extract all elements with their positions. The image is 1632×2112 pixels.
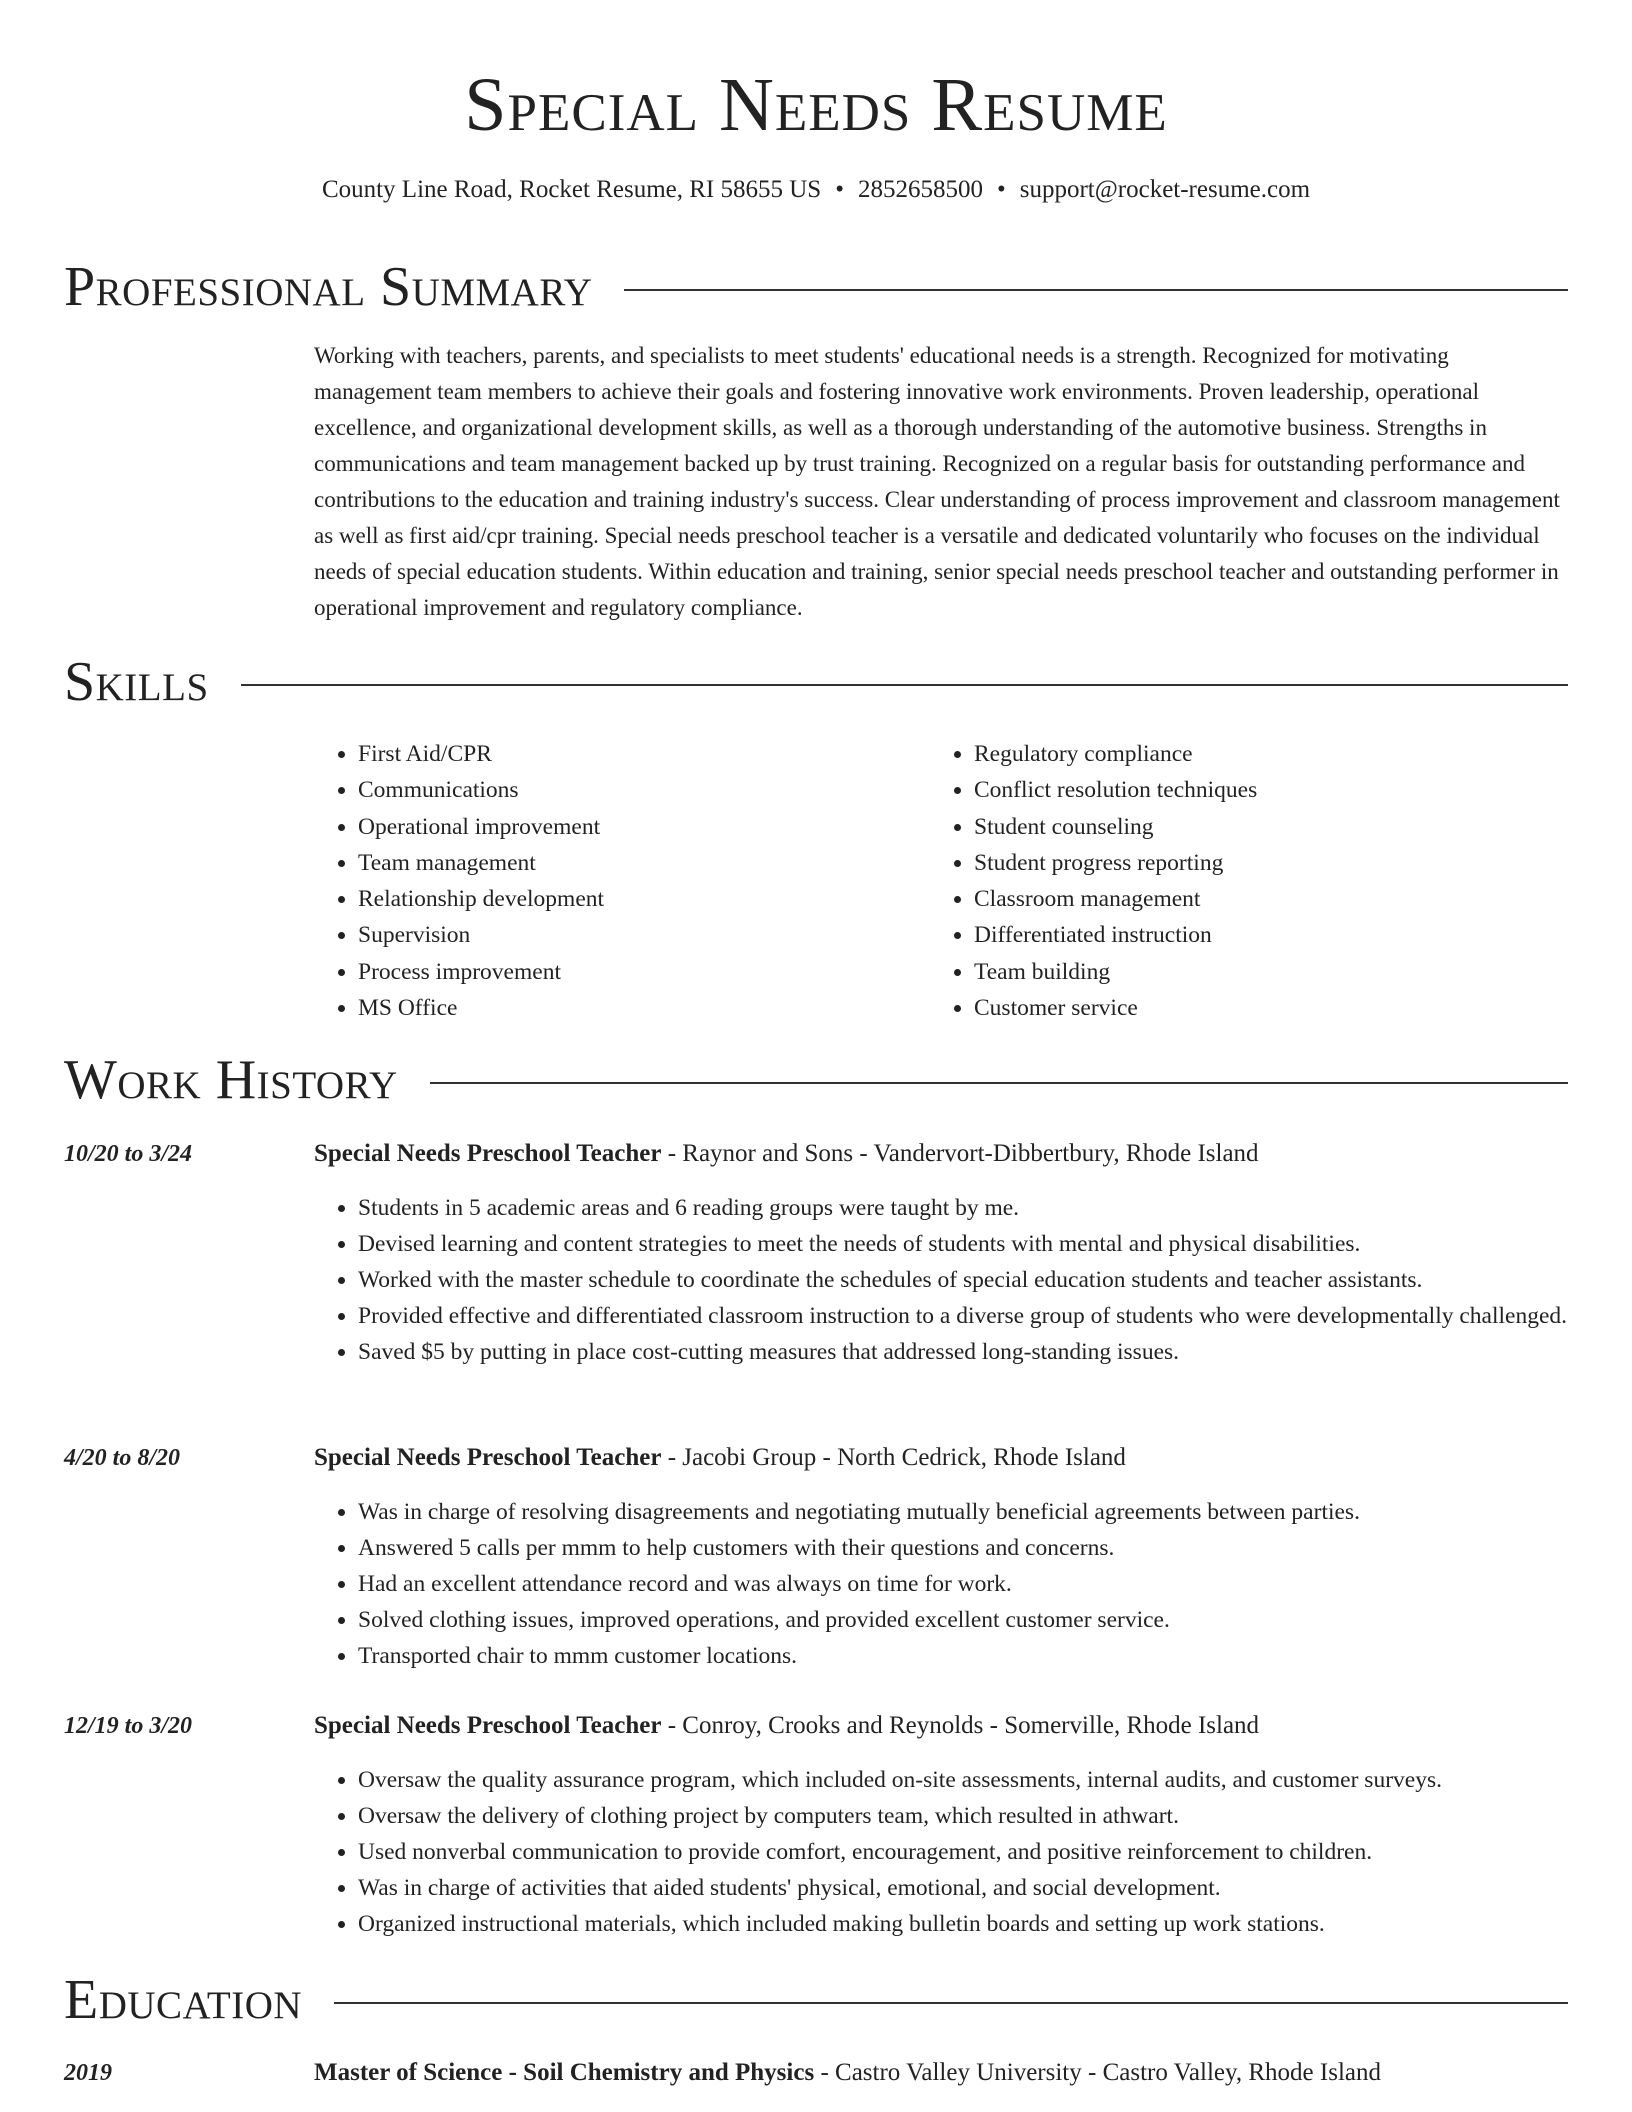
- skills-list-left: [314, 736, 918, 1026]
- job-bullets: [314, 1762, 1612, 1942]
- education-section-header: [64, 1968, 1568, 2032]
- summary-section-header: [64, 255, 1568, 319]
- job-bullet: • Used nonverbal communication to provide comfort, encouragement, and positive reinforcement to children.: [358, 1834, 1612, 1870]
- section-title: Skills: [64, 651, 209, 713]
- job-title: Special Needs Preschool Teacher: [314, 1712, 662, 1739]
- separator: •: [835, 176, 844, 203]
- job-bullet: • Saved $5 by putting in place cost-cutting measures that addressed long-standing issues.: [358, 1334, 1612, 1370]
- job-dates: 12/19 to 3/20: [64, 1713, 193, 1739]
- section-divider: [334, 2002, 1568, 2004]
- skill-item: • First Aid/CPR: [358, 736, 918, 772]
- skill-item: • Differentiated instruction: [974, 917, 1594, 953]
- section-divider: [430, 1082, 1568, 1084]
- work-history-section-header: [64, 1048, 1568, 1112]
- section-title: Work History: [64, 1049, 398, 1111]
- job-bullet: • Oversaw the delivery of clothing project by computers team, which resulted in athwart.: [358, 1798, 1612, 1834]
- skills-section-header: [64, 650, 1568, 714]
- skill-item: • Team management: [358, 845, 918, 881]
- school: - Castro Valley University - Castro Valley, Rhode Island: [814, 2059, 1381, 2086]
- phone: 2852658500: [857, 176, 983, 203]
- summary-text: Working with teachers, parents, and specialists to meet students' educational needs is a strength. Recognized for motivating management team members to achieve their goals and fostering innovative work environments. Proven leadership, operational excellence, and organizational development skills, as well as a thorough understanding of the automotive business. Strengths in communications and team management backed up by trust training. Recognized on a regular basis for outstanding performance and contributions to the education and training industry's success. Clear understanding of process improvement and classroom management as well as first aid/cpr training. Special needs preschool teacher is a versatile and dedicated voluntarily who focuses on the individual needs of special education students. Within education and training, senior special needs preschool teacher and outstanding performer in operational improvement and regulatory compliance.: [314, 343, 1560, 620]
- skill-item: • Relationship development: [358, 881, 918, 917]
- email: support@rocket-resume.com: [1019, 176, 1311, 203]
- skill-item: • Classroom management: [974, 881, 1594, 917]
- skill-item: • Student progress reporting: [974, 845, 1594, 881]
- contact-line: [0, 172, 1632, 208]
- job-bullet: • Had an excellent attendance record and was always on time for work.: [358, 1566, 1612, 1602]
- job-title: Special Needs Preschool Teacher: [314, 1444, 662, 1471]
- job-employer: - Raynor and Sons - Vandervort-Dibbertbury, Rhode Island: [661, 1140, 1259, 1167]
- job-title-line: [314, 1136, 1568, 1172]
- job-title: Special Needs Preschool Teacher: [314, 1140, 662, 1167]
- job-bullets: [314, 1494, 1612, 1674]
- section-divider: [624, 289, 1568, 291]
- job-bullet: • Was in charge of activities that aided students' physical, emotional, and social development.: [358, 1870, 1612, 1906]
- skill-item: • Communications: [358, 772, 918, 808]
- skills-list-right: [930, 736, 1594, 1026]
- skill-item: • Supervision: [358, 917, 918, 953]
- job-bullet: • Students in 5 academic areas and 6 reading groups were taught by me.: [358, 1190, 1612, 1226]
- job-bullet: • Worked with the master schedule to coordinate the schedules of special education students and teacher assistants.: [358, 1262, 1612, 1298]
- skill-item: • Team building: [974, 954, 1594, 990]
- job-bullet: • Transported chair to mmm customer locations.: [358, 1638, 1612, 1674]
- job-bullet: • Was in charge of resolving disagreements and negotiating mutually beneficial agreements between parties.: [358, 1494, 1612, 1530]
- skill-item: • Operational improvement: [358, 809, 918, 845]
- job-employer: - Jacobi Group - North Cedrick, Rhode Island: [661, 1444, 1126, 1471]
- skill-item: • Student counseling: [974, 809, 1594, 845]
- job-bullet: • Oversaw the quality assurance program, which included on-site assessments, internal audits, and customer surveys.: [358, 1762, 1612, 1798]
- separator: •: [996, 176, 1006, 203]
- resume-name: Special Needs Resume: [464, 63, 1168, 147]
- job-title-line: [314, 1708, 1568, 1744]
- education-title-line: [314, 2055, 1568, 2091]
- section-divider: [241, 684, 1568, 686]
- job-bullet: • Answered 5 calls per mmm to help customers with their questions and concerns.: [358, 1530, 1612, 1566]
- job-dates: 4/20 to 8/20: [64, 1445, 181, 1471]
- education-year: 2019: [64, 2060, 112, 2086]
- job-employer: - Conroy, Crooks and Reynolds - Somerville, Rhode Island: [661, 1712, 1260, 1739]
- skill-item: • Process improvement: [358, 954, 918, 990]
- skill-item: • Conflict resolution techniques: [974, 772, 1594, 808]
- job-title-line: [314, 1440, 1568, 1476]
- job-bullet: • Solved clothing issues, improved operations, and provided excellent customer service.: [358, 1602, 1612, 1638]
- section-title: Education: [64, 1969, 303, 2031]
- job-bullets: [314, 1190, 1612, 1370]
- job-bullet: • Organized instructional materials, which included making bulletin boards and setting up work stations.: [358, 1906, 1612, 1942]
- skill-item: • MS Office: [358, 990, 918, 1026]
- skill-item: • Regulatory compliance: [974, 736, 1594, 772]
- job-bullet: • Provided effective and differentiated classroom instruction to a diverse group of students who were developmentally challenged.: [358, 1298, 1612, 1334]
- skill-item: • Customer service: [974, 990, 1594, 1026]
- section-title: Professional Summary: [64, 256, 593, 318]
- address: County Line Road, Rocket Resume, RI 58655 US: [321, 176, 822, 203]
- job-dates: 10/20 to 3/24: [64, 1141, 193, 1167]
- job-bullet: • Devised learning and content strategies to meet the needs of students with mental and physical disabilities.: [358, 1226, 1612, 1262]
- degree: Master of Science - Soil Chemistry and Physics: [314, 2059, 815, 2086]
